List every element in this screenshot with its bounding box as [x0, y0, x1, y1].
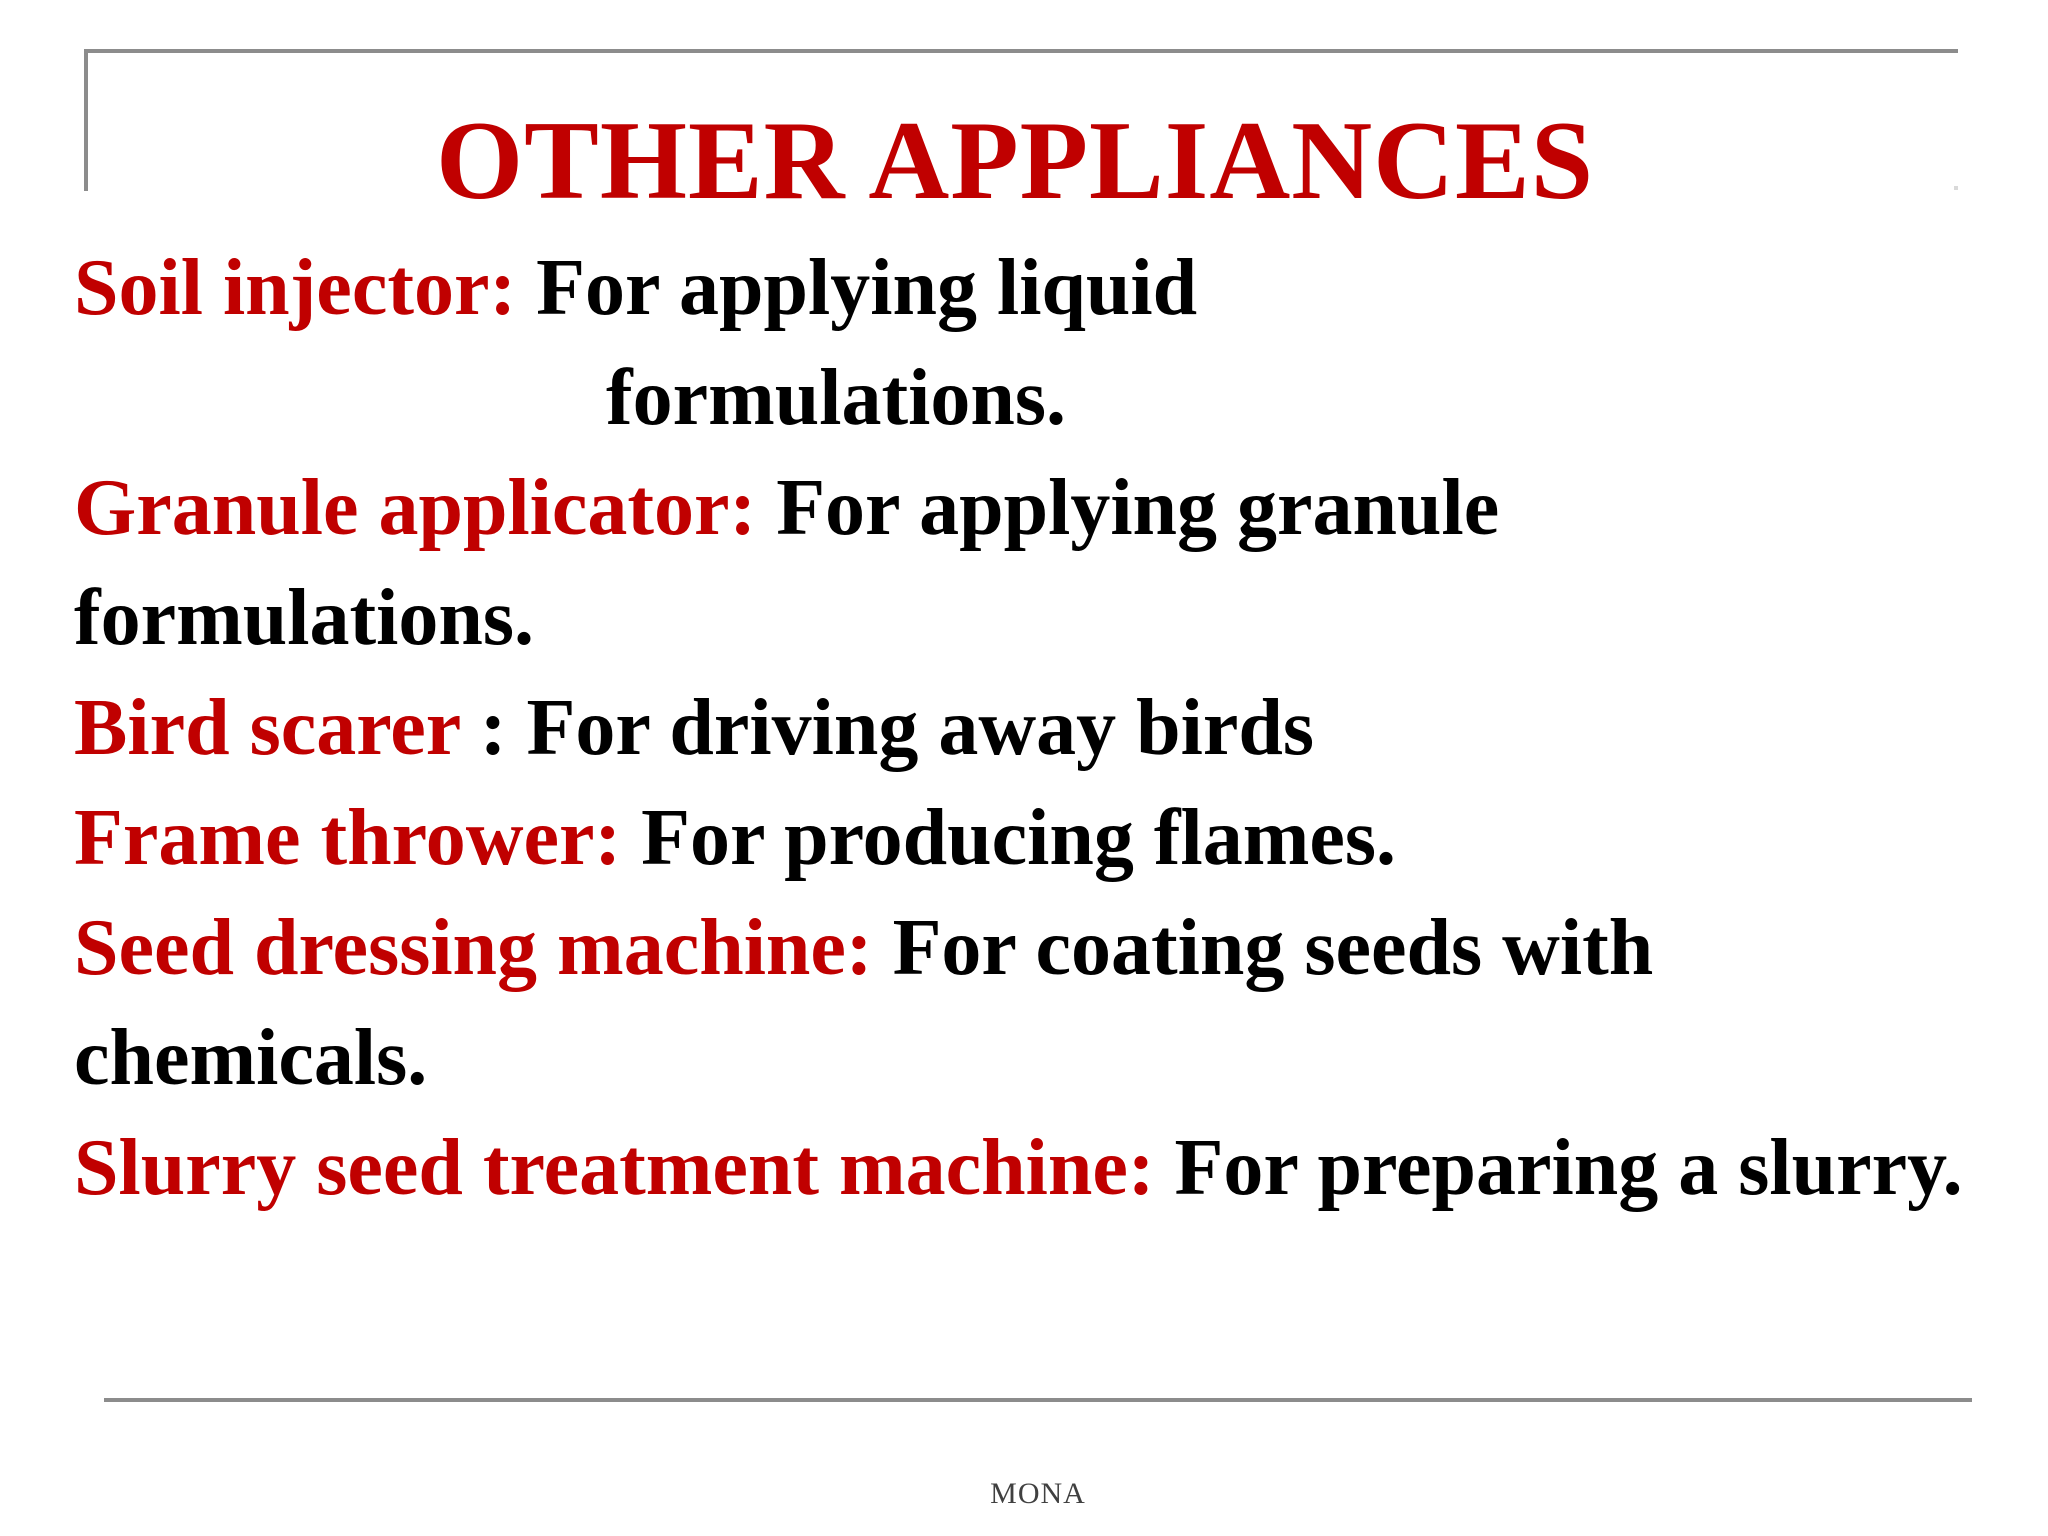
item-description: For applying granule formulations. [74, 464, 1500, 662]
list-item-soil-injector [74, 233, 1974, 453]
item-term: Seed dressing machine: [74, 904, 873, 992]
appliance-list [74, 233, 1974, 1223]
list-item-bird-scarer [74, 673, 1974, 783]
item-description: For coating seeds with chemicals. [74, 904, 1654, 1102]
item-term: Granule applicator: [74, 464, 757, 552]
item-description: For preparing a slurry. [1174, 1124, 1963, 1212]
item-term: Bird scarer [74, 684, 460, 772]
footer-rule [104, 1398, 1972, 1402]
list-item-seed-dressing-machine [74, 893, 1974, 1113]
list-item-slurry-seed-treatment-machine [74, 1113, 1974, 1223]
footer-label: MONA [990, 1477, 1086, 1510]
item-description: For applying liquid [536, 244, 1198, 332]
list-item-granule-applicator [74, 453, 1974, 673]
item-description: For producing flames. [641, 794, 1396, 882]
slide-title: OTHER APPLIANCES [436, 99, 1594, 223]
item-term: Soil injector: [74, 244, 517, 332]
list-item-frame-thrower [74, 783, 1974, 893]
title-frame-top-rule [84, 49, 1958, 53]
item-term: Frame thrower: [74, 794, 622, 882]
item-term: Slurry seed treatment machine: [74, 1124, 1155, 1212]
item-description-continuation: formulations. [606, 354, 1066, 442]
item-description: : For driving away birds [479, 684, 1314, 772]
